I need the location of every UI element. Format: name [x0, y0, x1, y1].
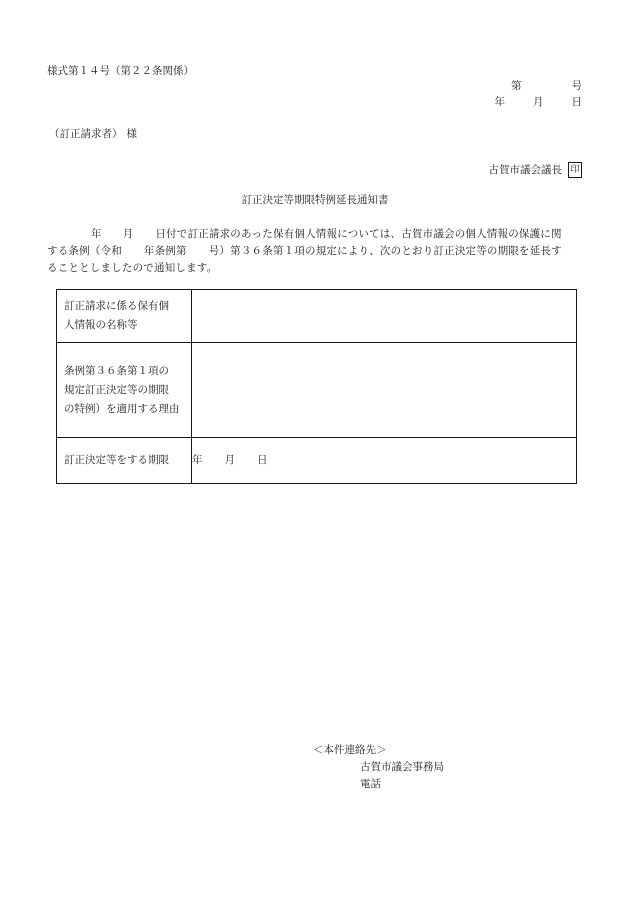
contact-heading: ＜本件連絡先＞ — [313, 744, 387, 756]
body-year: 年 — [91, 228, 102, 240]
table-label-info-name: 訂正請求に係る保有個 人情報の名称等 — [57, 290, 192, 343]
seal-stamp-icon: 印 — [568, 162, 582, 178]
document-number-prefix: 第 — [511, 80, 522, 92]
contact-office: 古賀市議会事務局 — [360, 761, 444, 773]
sender-name: 古賀市議会議長 — [488, 163, 562, 176]
date-year: 年 — [494, 96, 505, 108]
document-number-line — [511, 81, 582, 92]
body-paragraph — [47, 226, 580, 277]
contact-phone-label: 電話 — [360, 778, 381, 790]
table-value-info-name[interactable] — [192, 290, 577, 343]
recipient-honorific: 様 — [126, 128, 137, 140]
table-value-deadline[interactable]: 年 月 日 — [192, 438, 577, 484]
date-day: 日 — [571, 96, 582, 108]
table-label-reason: 条例第３６条第１項の 規定訂正決定等の期限 の特例）を適用する理由 — [57, 343, 192, 438]
contact-block — [313, 742, 444, 793]
date-month: 月 — [533, 96, 544, 108]
table-row — [57, 438, 577, 484]
document-date-line — [495, 97, 583, 108]
table-label-deadline: 訂正決定等をする期限 — [57, 438, 192, 484]
table-row — [57, 290, 577, 343]
body-line-3: ることとしましたので通知します。 — [47, 262, 218, 274]
body-line-2: する条例（令和 年条例第 号）第３６条第１項の規定により、次のとおり訂正決定等の期限を延長す — [47, 245, 562, 257]
document-title: 訂正決定等期限特例延長通知書 — [241, 194, 389, 206]
info-table — [56, 289, 577, 484]
document-number-suffix: 号 — [571, 80, 582, 92]
form-number: 様式第１４号（第２２条関係） — [47, 65, 194, 77]
recipient-line — [49, 129, 137, 140]
recipient-name: （訂正請求者） — [49, 128, 123, 140]
body-month: 月 — [122, 228, 134, 240]
sender-line — [489, 162, 583, 178]
table-row — [57, 343, 577, 438]
body-line-1: 年 月 日付で訂正請求のあった保有個人情報については、古賀市議会の個人情報の保護に関 — [91, 228, 562, 240]
table-value-reason[interactable] — [192, 343, 577, 438]
